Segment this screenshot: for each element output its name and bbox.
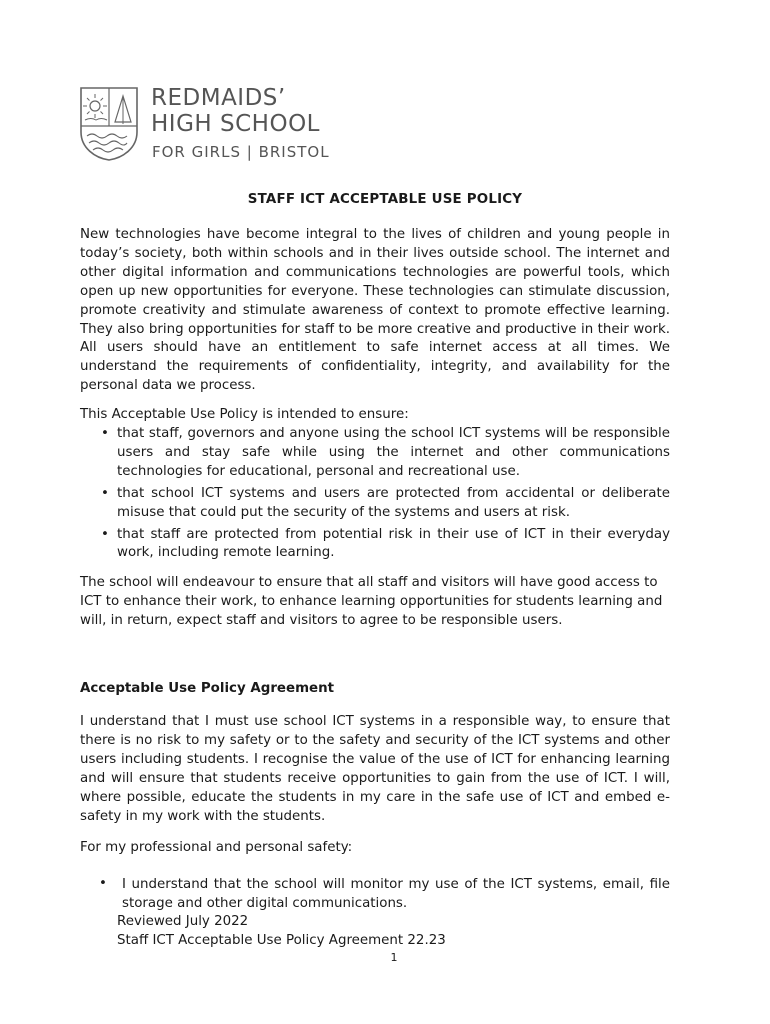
bullet-icon: • bbox=[101, 426, 109, 441]
list-item-text: I understand that the school will monitor my use of the ICT systems, email, file storage and other digital communications. bbox=[122, 877, 670, 911]
logo-line-redmaids: REDMAIDS’ bbox=[151, 85, 286, 111]
list-item-text: that school ICT systems and users are protected from accidental or deliberate misuse that could put the security of the systems and users at risk. bbox=[117, 485, 670, 520]
endeavour-paragraph: The school will endeavour to ensure that all staff and visitors will have good access to ICT to enhance their work, to enhance learning opportunities for students learning and will, in return, expect staff and visitors to agree to be responsible users. bbox=[80, 575, 663, 628]
bullet-icon: • bbox=[101, 526, 109, 542]
aup-intro: This Acceptable Use Policy is intended to ensure: bbox=[80, 407, 409, 422]
list-item bbox=[80, 485, 670, 523]
footer-reviewed: Reviewed July 2022 bbox=[117, 914, 249, 929]
list-item bbox=[80, 425, 670, 482]
bullet-icon: • bbox=[101, 485, 109, 501]
document-title: STAFF ICT ACCEPTABLE USE POLICY bbox=[247, 192, 523, 207]
bullet-icon: • bbox=[99, 876, 107, 891]
list-item-text: that staff, governors and anyone using the school ICT systems will be responsible users and stay safe while using the internet and other communications technologies for educational, personal and recreational use. bbox=[117, 426, 670, 479]
list-item-text: that staff are protected from potential risk in their use of ICT in their everyday work, including remote learning. bbox=[117, 526, 670, 561]
page-number: 1 bbox=[390, 951, 398, 964]
school-logo bbox=[79, 86, 349, 162]
intro-paragraph: New technologies have become integral to the lives of children and young people in today’s society, both within schools and in their lives outside school. The internet and other digital information and communications technologies are powerful tools, which open up new opportunities for everyone. These technologies can stimulate discussion, promote creativity and stimulate awareness of context to promote effective learning. They also bring opportunities for staff to be more creative and productive in their work. All users should have an entitlement to safe internet access at all times. We understand the requirements of confidentiality, integrity, and availability for the personal data we process. bbox=[80, 227, 670, 394]
agreement-paragraph: I understand that I must use school ICT systems in a responsible way, to ensure that there is no risk to my safety or to the safety and security of the ICT systems and other users including students. I recognise the value of the use of ICT for enhancing learning and will ensure that students receive opportunities to gain from the use of ICT. I will, where possible, educate the students in my care in the safe use of ICT and embed e-safety in my work with the students. bbox=[80, 714, 670, 824]
aup-points-list bbox=[80, 425, 670, 566]
safety-intro: For my professional and personal safety: bbox=[80, 840, 353, 855]
agreement-heading: Acceptable Use Policy Agreement bbox=[80, 681, 335, 696]
footer-doc-name: Staff ICT Acceptable Use Policy Agreement 22.23 bbox=[117, 933, 446, 948]
list-item bbox=[80, 526, 670, 564]
logo-line-high-school: HIGH SCHOOL bbox=[151, 111, 320, 137]
crest-icon bbox=[79, 86, 139, 162]
logo-line-for-girls: FOR GIRLS | BRISTOL bbox=[152, 143, 330, 161]
